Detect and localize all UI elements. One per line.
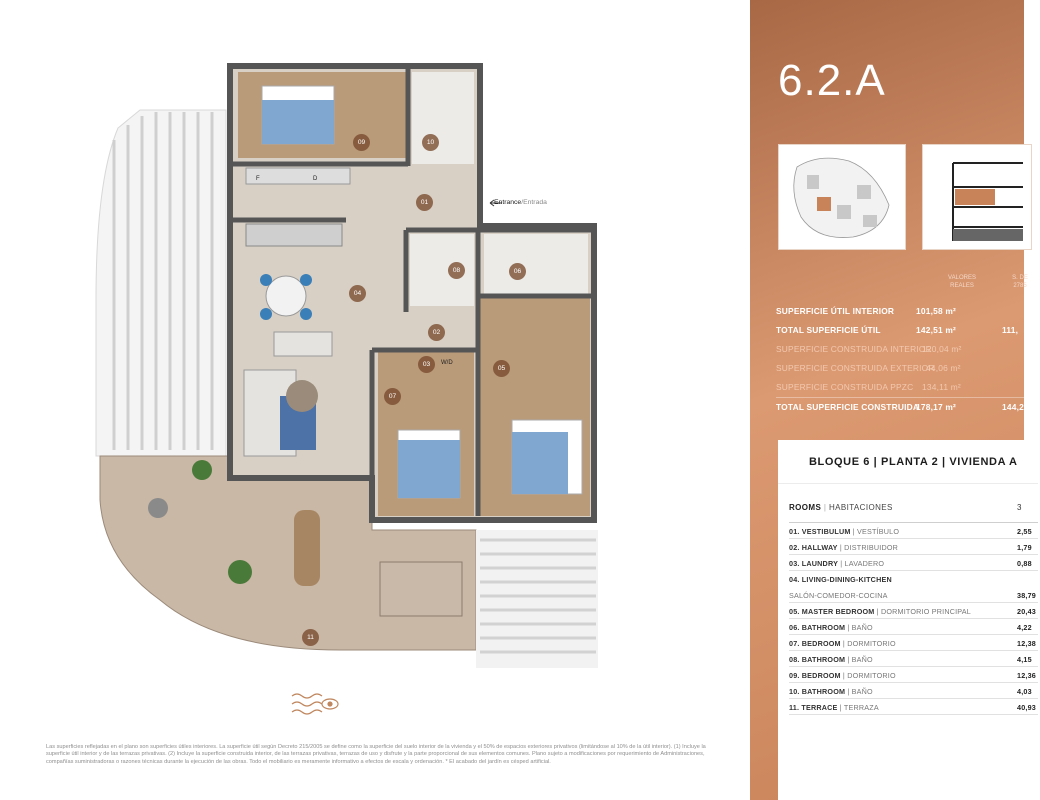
entrance-label (494, 199, 547, 206)
room-number: 04 (349, 285, 366, 302)
room-row: 05. MASTER BEDROOM | DORMITORIO PRINCIPAL 20,43 (789, 603, 1038, 619)
rooms-header: ROOMS | HABITACIONES 3 (789, 503, 1038, 523)
dishwasher-label: D (313, 176, 318, 182)
side-table (148, 498, 168, 518)
section-thumbnail (922, 144, 1032, 250)
room-row: 10. BATHROOM | BAÑO 4,03 (789, 683, 1038, 699)
plant (192, 460, 212, 480)
metrics-col-2: S. DE 2785 (1012, 275, 1028, 289)
rooms-label-es: HABITACIONES (828, 503, 893, 512)
dining-table (266, 276, 306, 316)
metric-row: SUPERFICIE CONSTRUIDA PPZC 134,11 m² (776, 382, 961, 392)
plant (228, 560, 252, 584)
room-row: 09. BEDROOM | DORMITORIO 12,36 (789, 667, 1038, 683)
surface-metrics (776, 272, 1036, 416)
metrics-col-1: VALORES REALES (948, 275, 976, 289)
room-row: 07. BEDROOM | DORMITORIO 12,38 (789, 635, 1038, 651)
logo-waves-icon (292, 694, 338, 714)
fridge-label: F (256, 176, 260, 182)
room-number: 05 (493, 360, 510, 377)
room-number: 06 (509, 263, 526, 280)
room-number: 10 (422, 134, 439, 151)
entrance-text: Entrance (494, 199, 522, 206)
room-row: 04. LIVING-DINING-KITCHEN SALÓN-COMEDOR-COCINA 38,79 (789, 571, 1038, 603)
terrace-slats-right (476, 530, 598, 668)
room-number: 03 (418, 356, 435, 373)
room-number: 02 (428, 324, 445, 341)
room-number: 11 (302, 629, 319, 646)
metric-row: TOTAL SUPERFICIE ÚTIL 142,51 m² 111, (776, 325, 1019, 335)
kitchen-counter (246, 168, 350, 184)
room-row: 08. BATHROOM | BAÑO 4,15 (789, 651, 1038, 667)
unit-card (778, 440, 1038, 800)
rooms-label: ROOMS (789, 503, 822, 512)
terrace-dining-table (294, 510, 320, 586)
room-row: 06. BATHROOM | BAÑO 4,22 (789, 619, 1038, 635)
rooms-column: 3 (1017, 503, 1022, 512)
room-row: 11. TERRACE | TERRAZA 40,93 (789, 699, 1038, 715)
metric-row: SUPERFICIE CONSTRUIDA EXTERIOR 44,06 m² (776, 363, 961, 373)
room-row: 02. HALLWAY | DISTRIBUIDOR 1,79 (789, 539, 1038, 555)
room-number: 01 (416, 194, 433, 211)
room-number: 08 (448, 262, 465, 279)
info-panel (750, 0, 1036, 800)
metric-row: TOTAL SUPERFICIE CONSTRUIDA 178,17 m² 144,2 (776, 397, 1036, 416)
card-title: BLOQUE 6 | PLANTA 2 | VIVIENDA A (778, 440, 1038, 484)
bathroom-06-floor (484, 234, 588, 294)
armchair (274, 332, 332, 356)
metric-row: SUPERFICIE CONSTRUIDA INTERIOR 120,04 m² (776, 344, 962, 354)
entrance-text-es: /Entrada (521, 199, 547, 206)
room-number: 09 (353, 134, 370, 151)
wd-label: W/D (441, 360, 453, 366)
key-plan-thumbnail (778, 144, 906, 250)
bathroom-10-floor (412, 72, 474, 164)
unit-title: 6.2.A (778, 56, 886, 105)
lounge-area (380, 562, 462, 616)
disclaimer-text: Las superficies reflejadas en el plano son superficies útiles interiores. La superficie útil según Decreto 215/2005 se define como la superficie del suelo interior de la vivienda y el 50% de espacios exteriores privativos (limitándose al 10% de la útil interior). (1) Incluye la superficie útil interior y de las terrazas privativas. (2) Incluye la superficie construida interior, de las terrazas privativas, terrazas de uso y disfrute y la parte proporcional de sus elementos comunes. Plano sujeto a modificaciones por requerimiento de Administraciones, compañías suministradoras o razones técnicas durante la ejecución de las obras. Todo el mobiliario es meramente informativo a efectos de escala y ordenación. * El acabado del jardín es césped artificial. (46, 744, 706, 765)
metrics-header (776, 272, 1036, 302)
room-row: 01. VESTIBULUM | VESTÍBULO 2,55 (789, 523, 1038, 539)
room-number: 07 (384, 388, 401, 405)
coffee-table (286, 380, 318, 412)
metric-row: SUPERFICIE ÚTIL INTERIOR 101,58 m² (776, 306, 956, 316)
kitchen-island (246, 224, 342, 246)
room-row: 03. LAUNDRY | LAVADERO 0,88 (789, 555, 1038, 571)
